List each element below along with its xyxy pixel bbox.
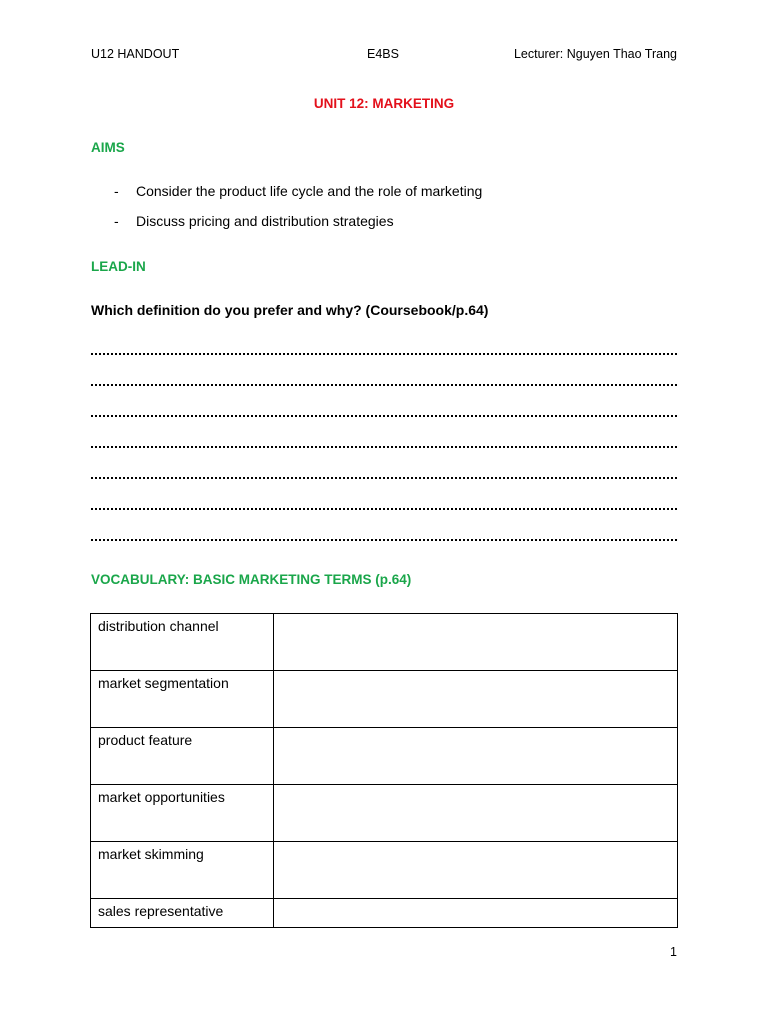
page-number: 1 [670,945,677,959]
term-cell: market opportunities [91,785,274,842]
term-cell: sales representative [91,899,274,928]
header-left-label: U12 HANDOUT [91,47,180,61]
header-center-label: E4BS [367,47,399,61]
aims-heading: AIMS [91,140,125,155]
term-cell: distribution channel [91,614,274,671]
bullet-dash: - [114,183,119,199]
vocabulary-table [90,613,678,928]
page-title: UNIT 12: MARKETING [313,96,455,111]
aim-item-1 [114,183,482,199]
answer-line[interactable] [91,539,677,541]
table-row [91,899,678,928]
definition-cell[interactable] [274,842,678,899]
answer-line[interactable] [91,384,677,386]
term-cell: market skimming [91,842,274,899]
table-row [91,785,678,842]
answer-line[interactable] [91,508,677,510]
definition-cell[interactable] [274,671,678,728]
definition-cell[interactable] [274,614,678,671]
aim-item-text: Discuss pricing and distribution strategies [136,213,394,229]
answer-line[interactable] [91,446,677,448]
lead-in-question: Which definition do you prefer and why? (Coursebook/p.64) [91,302,489,318]
table-row [91,842,678,899]
term-cell: product feature [91,728,274,785]
table-row [91,614,678,671]
bullet-dash: - [114,213,119,229]
definition-cell[interactable] [274,728,678,785]
term-cell: market segmentation [91,671,274,728]
definition-cell[interactable] [274,899,678,928]
table-row [91,671,678,728]
vocabulary-heading: VOCABULARY: BASIC MARKETING TERMS (p.64) [91,572,412,587]
answer-line[interactable] [91,353,677,355]
answer-line[interactable] [91,415,677,417]
header-lecturer-label: Lecturer: Nguyen Thao Trang [513,47,677,61]
aim-item-2 [114,213,394,229]
table-row [91,728,678,785]
aim-item-text: Consider the product life cycle and the role of marketing [136,183,483,199]
answer-line[interactable] [91,477,677,479]
definition-cell[interactable] [274,785,678,842]
lead-in-heading: LEAD-IN [91,259,146,274]
